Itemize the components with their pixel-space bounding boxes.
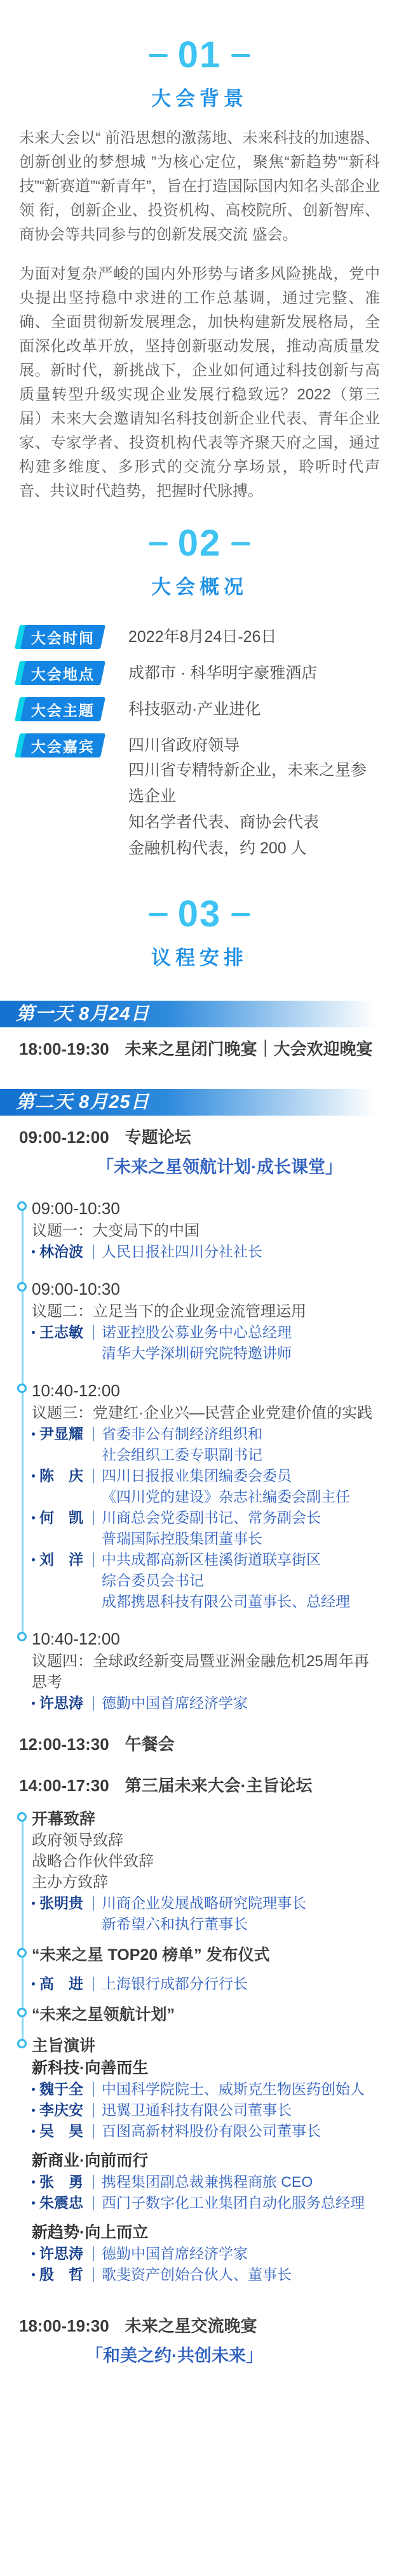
speaker-role: 百图高新材料股份有限公司董事长 [102,2123,321,2139]
timeline-dot-icon [17,1812,27,1822]
timeline-time: 09:00-10:30 [32,1199,120,1218]
speaker-name: 许思涛 [32,1693,93,1714]
timeline-dot-icon [17,1201,27,1211]
timeline-topic: 议题四：全球政经新变局暨亚洲金融危机25周年再思考 [32,1653,369,1691]
timeline-item [19,1198,380,1262]
badge-label: 大会嘉宾 [31,738,95,755]
speaker-roles [102,2243,248,2264]
speaker-role: 综合委员会书记 [102,1572,204,1589]
timeline-dot-icon [17,1948,27,1958]
speaker-row [32,1241,380,1262]
schedule-title: 未来之星闭门晚宴｜大会欢迎晚宴 [125,1039,373,1058]
speaker-roles [102,2264,292,2285]
speaker-name: 高 进 [32,1973,93,1994]
speaker-roles [102,2079,365,2100]
day-2-banner: 第二天 8月25日 [0,1089,399,1116]
speaker-divider [93,1245,94,1259]
schedule-title: 第三届未来大会·主旨论坛 [125,1776,313,1795]
section-1-header [19,34,380,111]
timeline-dot-icon [17,1282,27,1291]
overview-row-time [19,625,380,649]
speaker-role: 新希望六和执行董事长 [102,1916,248,1932]
section-title: 大会概况 [151,576,248,598]
dinner-subtitle: 「和美之约·共创未来」 [86,2346,263,2365]
schedule-time: 18:00-19:30 [19,2316,109,2335]
dash-decoration [149,542,168,545]
speaker-row [32,2172,380,2192]
schedule-row-lunch [19,1732,380,1755]
speaker-roles [102,1549,350,1612]
section-number-row [19,525,380,562]
speaker-role: 成都携恩科技有限公司董事长、总经理 [102,1593,350,1610]
schedule-time: 09:00-12:00 [19,1128,109,1147]
timeline-time: 10:40-12:00 [32,1629,120,1648]
speaker-divider [93,2246,94,2261]
schedule-row-forum [19,1124,380,1148]
speaker-roles [102,1973,248,1994]
speaker-roles [102,1424,262,1465]
badge-label: 大会时间 [31,629,95,646]
speaker-roles [102,1693,248,1714]
section-title: 大会背景 [151,88,248,110]
speaker-divider [93,2103,94,2118]
badge-box [20,733,105,757]
schedule-time: 12:00-13:30 [19,1735,109,1754]
group-heading: 新商业·向前而行 [32,2152,149,2170]
timeline-item [19,1809,380,1935]
speaker-role: 德勤中国首席经济学家 [102,1695,248,1711]
speaker-name: 朱震忠 [32,2192,93,2213]
speaker-divider [93,1552,94,1567]
timeline-item [19,1380,380,1612]
speaker-divider [93,1696,94,1711]
schedule-title: 专题论坛 [125,1128,191,1147]
speaker-row [32,1973,380,1994]
speaker-row [32,2100,380,2121]
speaker-divider [93,2124,94,2139]
timeline-title: “未来之星领航计划” [32,2006,175,2024]
overview-row-theme [19,697,380,721]
guest-line: 知名学者代表、商协会代表 [128,813,320,831]
forum-subtitle: 「未来之星领航计划·成长课堂」 [97,1158,342,1177]
speaker-role: 携程集团副总裁兼携程商旅 CEO [102,2173,313,2190]
section-number: 01 [177,34,222,76]
speaker-divider [93,1511,94,1525]
timeline-dot-icon [17,2039,27,2048]
speaker-name: 王志敏 [32,1322,93,1343]
agenda-line: 政府领导致辞 [32,1832,123,1849]
timeline-dot-icon [17,1384,27,1393]
speaker-row [32,1893,380,1935]
speaker-roles [102,1322,292,1364]
speaker-row [32,2079,380,2100]
timeline-time: 10:40-12:00 [32,1381,120,1400]
conference-poster [0,34,399,2405]
overview-list [19,625,380,862]
schedule-time: 18:00-19:30 [19,1039,109,1058]
speaker-role: 迅翼卫通科技有限公司董事长 [102,2102,292,2118]
speaker-name: 吴 昊 [32,2121,93,2142]
speaker-divider [93,1427,94,1441]
guest-line: 金融机构代表，约 200 人 [128,839,307,857]
speaker-role: 社会组织工委专职副书记 [102,1446,262,1463]
group-heading: 新趋势·向上而立 [32,2224,149,2241]
speaker-role: 省委非公有制经济组织和 [102,1425,262,1442]
day-1-banner: 第一天 8月24日 [0,1001,399,1027]
keynote-group [32,2058,380,2142]
speaker-divider [93,2196,94,2210]
speaker-divider [93,2267,94,2282]
schedule-title: 午餐会 [125,1735,175,1754]
timeline-item [19,2005,380,2025]
timeline-item [19,1279,380,1364]
speaker-row [32,1322,380,1364]
timeline-title: “未来之星 TOP20 榜单” 发布仪式 [32,1946,270,1964]
badge-label: 大会主题 [31,702,95,719]
speaker-row [32,2264,380,2285]
speaker-role: 西门子数字化工业集团自动化服务总经理 [102,2194,365,2211]
speaker-divider [93,2175,94,2189]
badge-box [20,625,105,649]
background-paragraph-2: 为面对复杂严峻的国内外形势与诸多风险挑战，党中央提出坚持稳中求进的工作总基调，通过完整、准确、全面贯彻新发展理念，加快构建新发展格局，全面深化改革开放，坚持创新驱动发展，推动高质量发展。新时代，新挑战下，企业如何通过科技创新与高质量转型升级实现企业发展行稳致远？2022（第三届）未来大会邀请知名科技创新企业代表、青年企业家、专家学者、投资机构代表等齐聚天府之国，通过构建多维度、多形式的交流分享场景，聆听时代声音、共议时代趋势，把握时代脉搏。 [19,265,380,500]
timeline-title: 开幕致辞 [32,1810,96,1828]
background-paragraph-1: 未来大会以“ 前沿思想的激荡地、未来科技的加速器、创新创业的梦想城 ”为核心定位，聚焦“新趋势”“新科技”“新赛道”“新青年”，旨在打造国际国内知名头部企业领 衔，创新企业、投资机构、高校院所、创新智库、商协会等共同参与的创新发展交流 盛会。 [19,130,380,243]
speaker-name: 张明贵 [32,1893,93,1914]
speaker-divider [93,1325,94,1340]
info-badge [23,661,103,685]
speaker-name: 刘 洋 [32,1549,93,1570]
group-heading: 新科技·向善而生 [32,2059,149,2077]
speaker-name: 殷 哲 [32,2264,93,2285]
section-2-header [19,525,380,599]
section-number: 02 [177,523,222,564]
speaker-row [32,1549,380,1612]
section-number-row [19,34,380,76]
speaker-row [32,1507,380,1549]
speaker-name: 魏于全 [32,2079,93,2100]
main-forum-timeline [19,1809,380,2285]
timeline-time: 09:00-10:30 [32,1279,120,1298]
speaker-row [32,2243,380,2264]
info-value: 成都市 · 科华明宇豪雅酒店 [128,664,318,682]
speaker-role: 川商总会党委副书记、常务副会长 [102,1509,321,1526]
info-badge [23,733,103,757]
section-number: 03 [177,893,222,935]
schedule-row-day1-dinner [19,1036,380,1060]
speaker-role: 川商企业发展战略研究院理事长 [102,1895,306,1911]
guest-line: 四川省专精特新企业，未来之星参选企业 [128,761,367,805]
forum-timeline [19,1198,380,1714]
schedule-time: 14:00-17:30 [19,1776,109,1795]
agenda-line: 主办方致辞 [32,1874,108,1891]
speaker-role: 中国科学院院士、威斯克生物医药创始人 [102,2081,365,2097]
info-value: 2022年8月24日-26日 [128,628,277,646]
speaker-role: 上海银行成都分行行长 [102,1975,248,1992]
timeline-topic: 议题三：党建红·企业兴—民营企业党建价值的实践 [32,1405,372,1422]
speaker-divider [93,1896,94,1911]
speaker-name: 张 勇 [32,2172,93,2192]
speaker-name: 何 凯 [32,1507,93,1528]
speaker-name: 林治波 [32,1241,93,1262]
speaker-role: 四川日报报业集团编委会委员 [102,1467,292,1484]
speaker-row [32,1693,380,1714]
agenda-line: 战略合作伙伴致辞 [32,1853,154,1870]
guest-list [128,733,380,862]
speaker-divider [93,2082,94,2097]
badge-box [20,697,105,721]
speaker-roles [102,1893,306,1935]
section-number-row [19,893,380,935]
info-badge [23,625,103,649]
dash-decoration [231,54,250,57]
dash-decoration [149,54,168,57]
speaker-role: 人民日报社四川分社社长 [102,1243,262,1260]
timeline-title: 主旨演讲 [32,2037,96,2055]
speaker-role: 歌斐资产创始合伙人、董事长 [102,2266,292,2283]
keynote-group [32,2222,380,2285]
speaker-name: 尹显耀 [32,1424,93,1445]
dash-decoration [149,913,168,916]
speaker-roles [102,2192,365,2213]
overview-row-venue [19,661,380,685]
speaker-divider [93,1977,94,1991]
speaker-role: 德勤中国首席经济学家 [102,2245,248,2262]
timeline-item [19,1945,380,1994]
info-badge [23,697,103,721]
speaker-roles [102,1241,262,1262]
speaker-row [32,1465,380,1507]
speaker-roles [102,2100,292,2121]
speaker-role: 中共成都高新区桂溪街道联享街区 [102,1551,321,1568]
badge-label: 大会地点 [31,665,95,683]
speaker-role: 清华大学深圳研究院特邀讲师 [102,1345,292,1361]
speaker-name: 李庆安 [32,2100,93,2121]
schedule-title: 未来之星交流晚宴 [125,2316,257,2335]
speaker-roles [102,1465,350,1507]
badge-box [20,661,105,685]
speaker-role: 普瑞国际控股集团董事长 [102,1530,262,1547]
timeline-topic: 议题一：大变局下的中国 [32,1222,200,1239]
speaker-name: 陈 庆 [32,1465,93,1486]
dash-decoration [231,913,250,916]
speaker-role: 诺亚控股公募业务中心总经理 [102,1324,292,1340]
section-title: 议程安排 [151,947,248,969]
timeline-item [19,2036,380,2285]
speaker-row [32,1424,380,1465]
timeline-topic: 议题二：立足当下的企业现金流管理运用 [32,1303,306,1320]
speaker-role: 《四川党的建设》杂志社编委会副主任 [102,1488,350,1505]
speaker-name: 许思涛 [32,2243,93,2264]
overview-row-guests [19,733,380,862]
speaker-roles [102,2172,313,2192]
timeline-dot-icon [17,2008,27,2017]
speaker-roles [102,1507,321,1549]
schedule-row-main-forum [19,1773,380,1796]
speaker-divider [93,1469,94,1483]
speaker-row [32,2121,380,2142]
info-value: 科技驱动·产业进化 [128,700,261,718]
keynote-group [32,2151,380,2213]
section-3-header [19,893,380,970]
schedule-row-day2-dinner [19,2313,380,2337]
dash-decoration [231,542,250,545]
speaker-row [32,2192,380,2213]
speaker-roles [102,2121,321,2142]
timeline-item [19,1629,380,1714]
guest-line: 四川省政府领导 [128,737,240,754]
timeline-dot-icon [17,1632,27,1641]
